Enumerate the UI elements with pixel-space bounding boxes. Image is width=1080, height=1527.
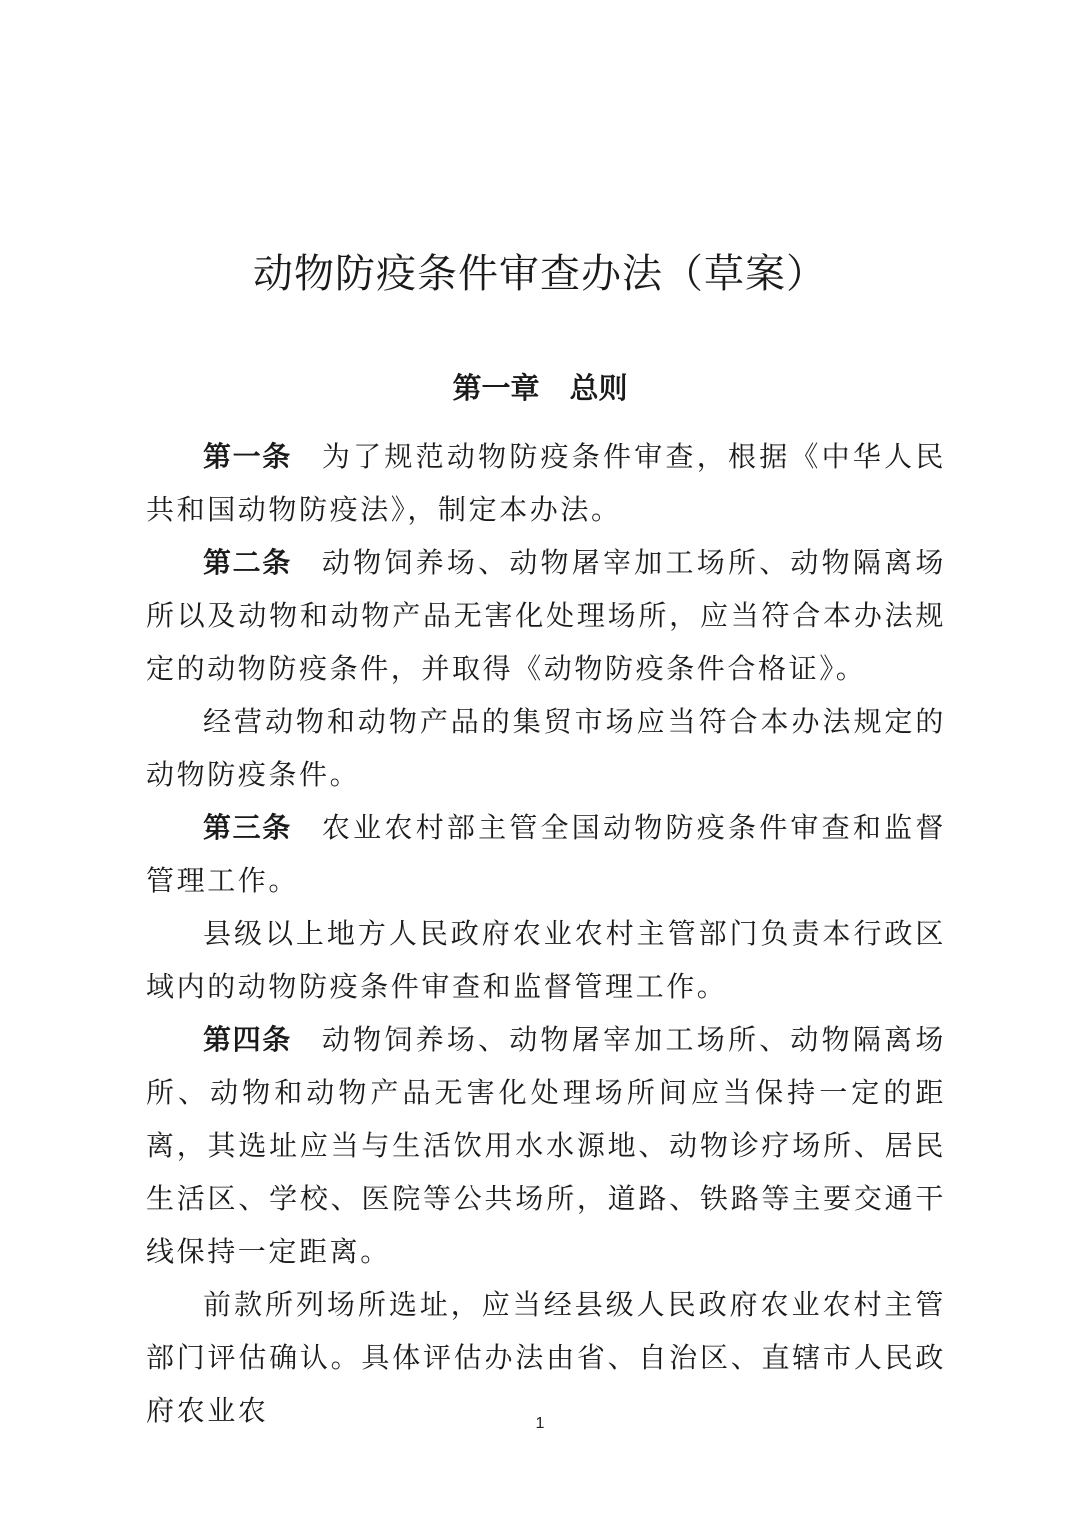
paragraph-article-2 [146, 536, 946, 695]
paragraph-text: 前款所列场所选址，应当经县级人民政府农业农村主管部门评估确认。具体评估办法由省、自治区、直辖市人民政府农业农 [146, 1288, 946, 1427]
document-title: 动物防疫条件审查办法（草案） [253, 251, 827, 297]
article-label: 第四条 [203, 1023, 292, 1056]
article-label: 第一条 [203, 440, 292, 473]
chapter-heading [0, 366, 1080, 410]
page-number: 1 [535, 1415, 545, 1432]
paragraph-text: 动物饲养场、动物屠宰加工场所、动物隔离场所、动物和动物产品无害化处理场所间应当保持一定的距离，其选址应当与生活饮用水水源地、动物诊疗场所、居民生活区、学校、医院等公共场所，道路、铁路等主要交通干线保持一定距离。 [146, 1023, 946, 1268]
chapter-name: 总则 [569, 371, 628, 405]
article-label: 第三条 [203, 811, 292, 844]
paragraph-text: 为了规范动物防疫条件审查，根据《中华人民共和国动物防疫法》，制定本办法。 [146, 440, 946, 526]
paragraph-text: 县级以上地方人民政府农业农村主管部门负责本行政区域内的动物防疫条件审查和监督管理工作。 [146, 917, 946, 1003]
paragraph-text: 动物饲养场、动物屠宰加工场所、动物隔离场所以及动物和动物产品无害化处理场所，应当符合本办法规定的动物防疫条件，并取得《动物防疫条件合格证》。 [146, 546, 946, 685]
paragraph-article-3-cont [146, 907, 946, 1013]
paragraph-article-3 [146, 801, 946, 907]
paragraph-text: 经营动物和动物产品的集贸市场应当符合本办法规定的动物防疫条件。 [146, 705, 946, 791]
paragraph-article-4 [146, 1013, 946, 1278]
paragraph-article-1 [146, 430, 946, 536]
paragraph-article-2-cont [146, 695, 946, 801]
chapter-number: 第一章 [452, 371, 540, 405]
document-body [146, 430, 946, 1437]
article-label: 第二条 [203, 546, 292, 579]
paragraph-text: 农业农村部主管全国动物防疫条件审查和监督管理工作。 [146, 811, 946, 897]
